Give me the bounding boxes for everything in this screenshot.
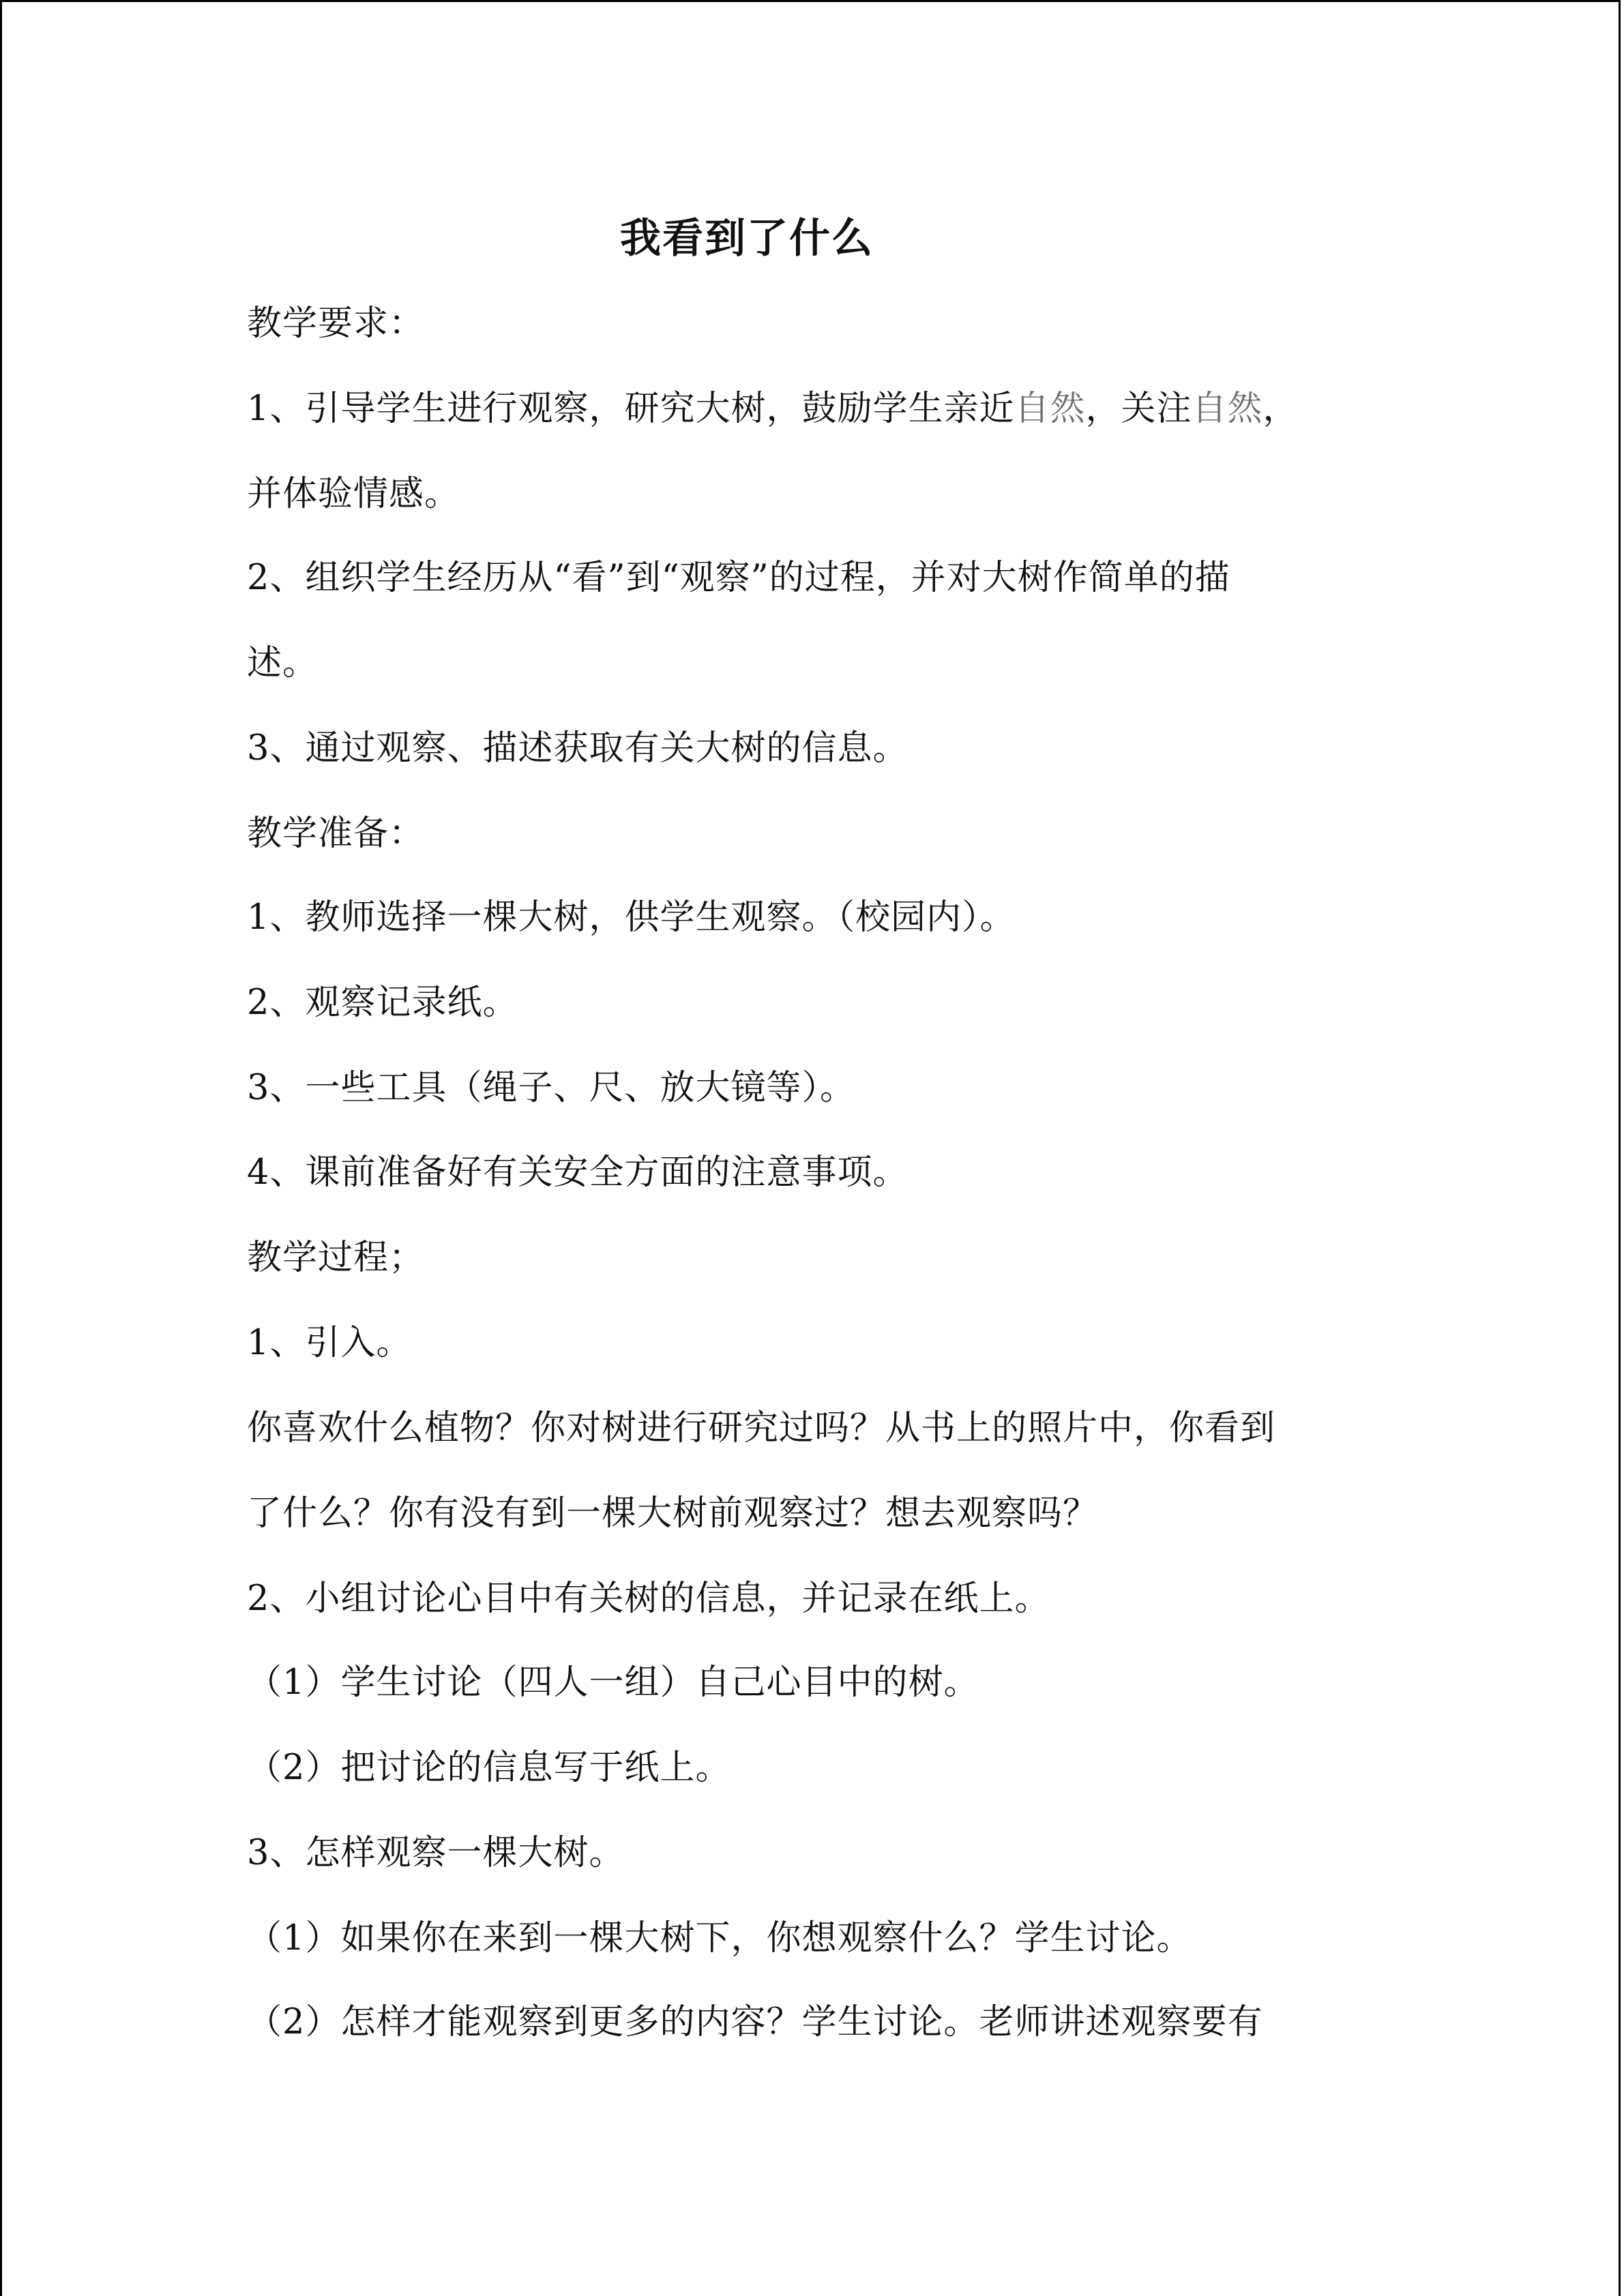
requirement-1-text-b: ，关注	[1085, 389, 1192, 429]
requirement-1-text-a: 1、引导学生进行观察，研究大树，鼓励学生亲近	[247, 389, 1015, 429]
requirement-2-continued: 述。	[247, 643, 319, 683]
requirement-1-text-c: ，	[1263, 389, 1299, 429]
document-title: 我看到了什么	[620, 215, 874, 263]
process-2: 2、小组讨论心目中有关树的信息，并记录在纸上。	[247, 1579, 1050, 1619]
requirement-1-nature-a: 自然	[1014, 389, 1086, 429]
requirement-1	[247, 382, 1299, 436]
preparation-4: 4、课前准备好有关安全方面的注意事项。	[247, 1152, 909, 1193]
requirement-1-nature-b: 自然	[1192, 389, 1263, 429]
process-heading: 教学过程；	[247, 1238, 425, 1278]
requirement-2: 2、组织学生经历从“看”到“观察”的过程，并对大树作简单的描	[247, 558, 1230, 598]
process-3-2: （2）怎样才能观察到更多的内容？学生讨论。老师讲述观察要有	[247, 2002, 1263, 2042]
preparation-3: 3、一些工具（绳子、尺、放大镜等）。	[247, 1068, 855, 1108]
preparation-1: 1、教师选择一棵大树，供学生观察。（校园内）。	[247, 897, 1016, 938]
requirement-1-continued: 并体验情感。	[247, 474, 460, 514]
requirement-3: 3、通过观察、描述获取有关大树的信息。	[247, 728, 909, 769]
process-3-1: （1）如果你在来到一棵大树下，你想观察什么？学生讨论。	[247, 1918, 1192, 1958]
preparation-2: 2、观察记录纸。	[247, 983, 518, 1023]
process-1-text-continued: 了什么？你有没有到一棵大树前观察过？想去观察吗？	[247, 1493, 1099, 1534]
requirements-heading: 教学要求：	[247, 303, 425, 344]
process-2-2: （2）把讨论的信息写于纸上。	[247, 1748, 731, 1788]
process-2-1: （1）学生讨论（四人一组）自己心目中的树。	[247, 1663, 979, 1703]
preparation-heading: 教学准备：	[247, 814, 425, 854]
process-1-text: 你喜欢什么植物？你对树进行研究过吗？从书上的照片中，你看到	[247, 1408, 1276, 1448]
process-3: 3、怎样观察一棵大树。	[247, 1833, 625, 1873]
process-1: 1、引入。	[247, 1323, 412, 1363]
